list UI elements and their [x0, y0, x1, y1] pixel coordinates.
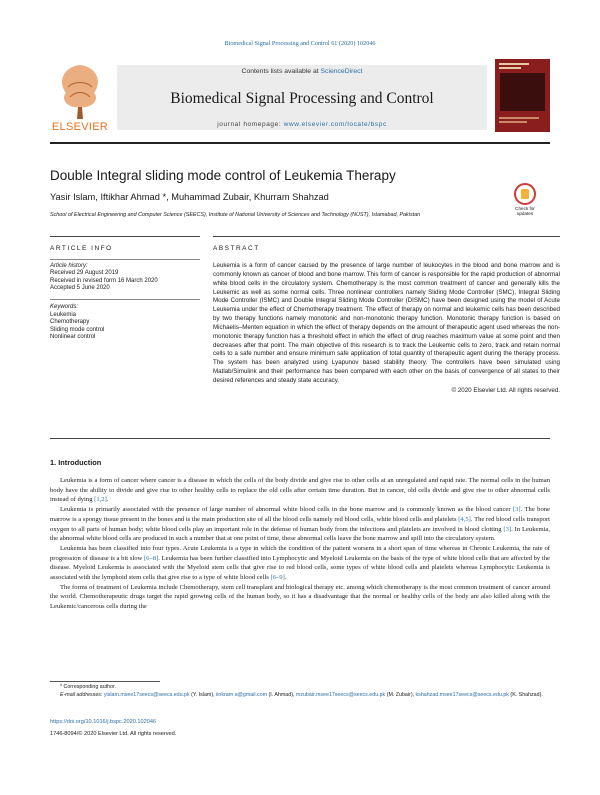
article-info-heading: ARTICLE INFO [50, 245, 113, 252]
abstract-text: Leukemia is a form of cancer caused by the presence of large number of leukocytes in the blood and bone marrow and is commonly known as cancer of blood and bone marrow. This form of cancer is responsible for the rapid production of abnormal white blood cells in the circulatory system. Chemotherapy is the most common treatment of cancer and generally kills the Leukemic as well as some normal cells. Three nonlinear controllers namely Sliding Mode Controller (SMC), Integral Sliding Mode Controller (ISMC) and Double Integral Sliding Mode Controller (DISMC) have been designed using the model of Acute Leukemia under the effect of Chemotherapy treatment. The effect of therapy on normal and leukemic cells has been described by two therapy functions namely monotonic and non-monotonic therapy function. Monotonic therapy function is based on Michaelis–Menten equation in which the effect of therapy depends on the amount of therapeutic agent used whereas the non-monotonic therapy function has a threshold effect in which the effect of drug reaches maximum value at some point and then decreases after that point. The main objective of this research is to track the Leukemic cells to zero, track and retain normal cells to a safe number and ensure minimum safe application of total quantity of therapeutic agent during the therapy process. The system has been analyzed using Lyapunov based stability theory. The controllers have been simulated using Matlab/Simulink and their performance has been compared with each other on the basis of convergence of all states to their desired references and steady state accuracy. [213, 262, 560, 384]
email-link[interactable]: iinkram a@gmail.com [216, 691, 268, 698]
header-divider [50, 142, 550, 144]
sciencedirect-link[interactable]: ScienceDirect [320, 68, 363, 75]
revised-date: Received in revised form 16 March 2020 [50, 277, 158, 284]
keyword: Leukemia [50, 311, 77, 318]
check-updates-badge[interactable]: Check for updates [510, 183, 540, 216]
check-updates-icon [514, 183, 536, 205]
citation-link[interactable]: [4,5] [458, 515, 471, 523]
journal-homepage: journal homepage: www.elsevier.com/locate/bspc [217, 121, 387, 128]
email-link[interactable]: kshahzad.msee17seecs@seecs.edu.pk [415, 691, 509, 698]
article-info: ARTICLE INFO Article history: Received 29 August 2019 Received in revised form 16 March 2020 Accepted 5 June 2020 Keywords: Leukemia Chemotherapy Sliding mode control Nonlinear control [50, 245, 200, 342]
keyword: Sliding mode control [50, 326, 105, 333]
homepage-link[interactable]: www.elsevier.com/locate/bspc [283, 121, 387, 128]
citation-link[interactable]: [6–9] [270, 574, 285, 582]
corresponding-note: * Corresponding author. [60, 684, 116, 690]
email-link[interactable]: yislam.msee17seecs@seecs.edu.pk [103, 691, 190, 698]
article-info-rule [50, 236, 200, 237]
citation-link[interactable]: [6–8] [143, 554, 159, 562]
received-date: Received 29 August 2019 [50, 270, 119, 277]
citation-link[interactable]: [3] [503, 525, 512, 533]
author-list: Yasir Islam, Iftikhar Ahmad *, Muhammad Zubair, Khurram Shahzad [50, 192, 329, 202]
introduction-body [50, 476, 550, 612]
paragraph: Leukemia has been classified into four types. Acute Leukemia is a type in which the condition of the patient worsens in a short span of time whereas in Chronic Leukemia, the rate of progression of disease is a bit slow [6–8]. Leukemia has been further classified into Lymphocytic and Myeloid Leukemia on the basis of the type of white blood cells that are affected by the disease. Myeloid Leukemia is associated with the Myeloid stem cells that give rise to red blood cells, some types of white blood cells and platelets whereas Lymphocytic Leukemia is associated with the lymphoid stem cells that give rise to a type of white blood cells [6–9]. [50, 544, 550, 582]
accepted-date: Accepted 5 June 2020 [50, 285, 110, 292]
email-addresses: E-mail addresses: yislam.msee17seecs@seecs.edu.pk (Y. Islam), iinkram a@gmail.com (I. Ahmad), mzubair.msee17seecs@seecs.edu.pk (M. Zubair), kshahzad.msee17seecs@seecs.edu.pk (K. Shahzad). [60, 691, 543, 698]
footnote-rule [50, 681, 160, 682]
doi-block [50, 718, 176, 738]
doi-link[interactable]: https://doi.org/10.1016/j.bspc.2020.102046 [50, 719, 157, 725]
tree-icon [50, 57, 110, 121]
journal-banner [117, 65, 487, 130]
introduction-heading: 1. Introduction [50, 458, 102, 467]
footnote [50, 684, 550, 700]
issn-line: 1746-8094/© 2020 Elsevier Ltd. All rights reserved. [50, 731, 177, 737]
paragraph: The forms of treatment of Leukemia include Chemotherapy, stem cell transplant and biological therapy etc. among which chemotherapy is the most common treatment of cancer around the world. Chemotherapeutic drugs target the rapid growing cells of the human body, so it has a disadvantage that the normal or healthy cells of the body are also killed along with the Leukemic/cancerous cells during the [50, 583, 550, 611]
abstract-section [213, 245, 560, 394]
publisher-name: ELSEVIER [51, 121, 109, 133]
abstract-copyright: © 2020 Elsevier Ltd. All rights reserved. [451, 386, 560, 394]
abstract-rule [213, 236, 560, 237]
paragraph: Leukemia is a form of cancer where cancer is a disease in which the cells of the body divide and give rise to other cells at an unregulated and rapid rate. The normal cells in the human body have the ability to divide and give rise to other healthy cells to replace the old cells after certain time duration. But in cancer, old cells divide and give rise to other abnormal cells instead of dying [1,2]. [50, 477, 550, 504]
keyword: Chemotherapy [50, 319, 90, 326]
journal-title: Biomedical Signal Processing and Control [170, 90, 434, 107]
contents-line: Contents lists available at ScienceDirect [241, 68, 363, 75]
email-link[interactable]: mzubair.msee17seecs@seecs.edu.pk [295, 691, 386, 698]
abstract-end-rule [50, 438, 550, 439]
paragraph: Leukemia is primarily associated with the presence of large number of abnormal white blood cells in the bone marrow and is commonly known as the blood cancer [3]. The bone marrow is a spongy tissue present in the bones and is the main production site of all the blood cells namely red blood cells, white blood cells and platelets [4,5]. The red blood cells transport oxygen to all parts of human body; white blood cells play an important role in the defense of human body from the infections and platelets are involved in blood clotting [3]. In Leukemia, the abnormal white blood cells are produced in such a number that at one point of time, these abnormal cells leave the bone marrow and spill into the circulatory system. [50, 506, 551, 543]
journal-cover-image [495, 59, 550, 132]
paper-title: Double Integral sliding mode control of Leukemia Therapy [50, 168, 396, 183]
citation-link[interactable]: [1,2] [94, 496, 107, 504]
affiliation: School of Electrical Engineering and Computer Science (SEECS), Institute of National University of Sciences and Technology (NUST), Islamabad, Pakistan [50, 212, 421, 218]
keyword: Nonlinear control [50, 334, 96, 341]
journal-reference[interactable]: Biomedical Signal Processing and Control 61 (2020) 102046 [224, 40, 376, 47]
citation-link[interactable]: [3] [512, 506, 521, 514]
journal-header [50, 55, 550, 140]
abstract-heading: ABSTRACT [213, 245, 260, 252]
